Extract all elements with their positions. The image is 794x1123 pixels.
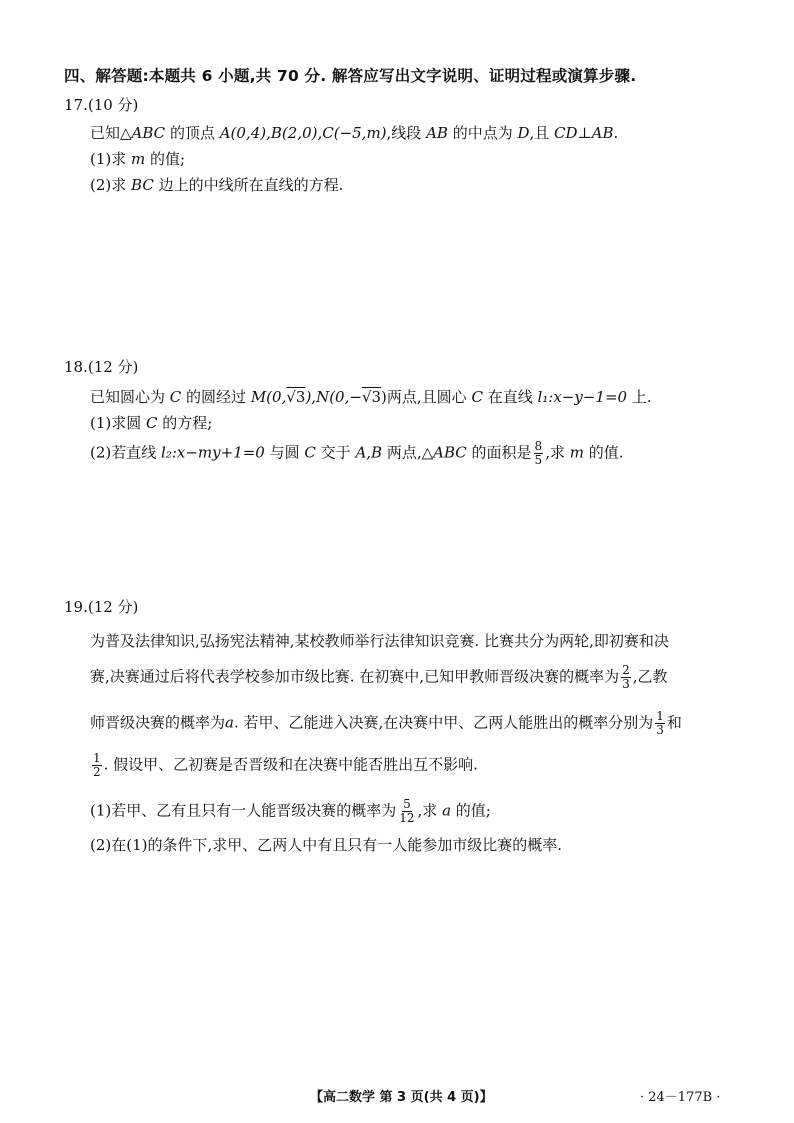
q17-part2: [90, 174, 760, 195]
text: (1)求圆: [90, 414, 147, 432]
text: 交于: [315, 443, 356, 462]
q19-line4: [90, 752, 760, 779]
sqrt-expr: √3: [286, 388, 306, 406]
fraction-denominator: 12: [399, 811, 415, 825]
text: 已知圆心为: [90, 388, 170, 406]
text: 边上的中线所在直线的方程.: [153, 176, 344, 194]
q18-header: 18.(12 分): [64, 358, 139, 376]
text: .: [613, 124, 619, 142]
q19-part1: [90, 798, 760, 825]
math-var: ABC: [433, 443, 467, 462]
q19-line3: [90, 710, 760, 737]
text: 赛,决赛通过后将代表学校参加市级比赛. 在初赛中,已知甲教师晋级决赛的概率为: [90, 667, 620, 686]
text: (1)若甲、乙有且只有一人能晋级决赛的概率为: [90, 801, 397, 820]
text: 的方程;: [157, 414, 213, 432]
q19-header: 19.(12 分): [64, 598, 139, 616]
fraction-numerator: 1: [93, 751, 101, 765]
math-var: a: [442, 801, 452, 820]
fraction: [534, 440, 544, 467]
text: 师晋级决赛的概率为: [90, 713, 226, 732]
fraction: [398, 798, 415, 825]
math-expr: M(0,: [250, 388, 287, 406]
math-var: C: [169, 388, 182, 406]
fraction: [621, 664, 631, 691]
math-expr: l₁:x−y−1=0: [537, 388, 628, 406]
math-expr: ),N(0,−: [305, 388, 362, 406]
math-expr: A(0,4),B(2,0),C(−5,m): [219, 124, 387, 142]
fraction-denominator: 3: [656, 723, 664, 737]
math-var: BC: [131, 176, 154, 194]
text: 已知△: [90, 124, 132, 142]
math-var: C: [471, 388, 483, 406]
text: . 假设甲、乙初赛是否晋级和在决赛中能否胜出互不影响.: [103, 755, 478, 774]
text: 的值.: [583, 443, 624, 462]
fraction-denominator: 2: [93, 765, 101, 779]
fraction-numerator: 8: [534, 439, 543, 453]
text: ,线段: [386, 124, 427, 142]
math-var: C: [146, 414, 158, 432]
text: 和: [666, 713, 682, 732]
math-var: AB: [426, 124, 448, 142]
text: (2)求: [90, 176, 132, 194]
math-var: m: [569, 443, 584, 462]
text: 的顶点: [165, 124, 220, 142]
section-title: 四、解答题:本题共 6 小题,共 70 分. 解答应写出文字说明、证明过程或演算步骤.: [64, 67, 637, 85]
fraction: [655, 710, 665, 737]
text: (1)求: [90, 150, 132, 168]
q17-part1: [90, 148, 760, 169]
math-var: a: [225, 713, 234, 732]
q19-part2: (2)在(1)的条件下,求甲、乙两人中有且只有一人能参加市级比赛的概率.: [90, 836, 563, 854]
math-var: m: [131, 150, 146, 168]
fraction: [92, 752, 102, 779]
fraction-denominator: 5: [534, 453, 543, 467]
text: ,且: [529, 124, 555, 142]
text: 的面积是: [466, 443, 532, 462]
q18-stem: [90, 386, 760, 407]
text: 与圆: [264, 443, 305, 462]
footer-page-info: 【高二数学 第 3 页(共 4 页)】: [310, 1090, 493, 1105]
math-var: D: [517, 124, 530, 142]
fraction-numerator: 5: [403, 797, 411, 811]
text: (2)若直线: [90, 443, 162, 462]
q19-line2: [90, 664, 760, 691]
text: 上.: [627, 388, 652, 406]
math-expr: l₂:x−my+1=0: [161, 443, 265, 462]
fraction-numerator: 2: [622, 663, 630, 677]
text: ,求: [417, 801, 443, 820]
q17-stem: [90, 122, 760, 143]
math-var: ABC: [131, 124, 166, 142]
text: 在直线: [482, 388, 538, 406]
fraction-denominator: 3: [622, 677, 630, 691]
math-expr: CD⊥AB: [554, 124, 614, 142]
text: 的圆经过: [181, 388, 251, 406]
text: 两点,且圆心: [386, 388, 472, 406]
q18-part1: [90, 412, 760, 433]
footer-code: · 24－177B ·: [640, 1090, 721, 1105]
q17-header: 17.(10 分): [64, 96, 139, 114]
sqrt-expr: √3: [361, 388, 382, 406]
text: ,求: [545, 443, 570, 462]
q18-part2: [90, 440, 760, 467]
math-var: A,B: [355, 443, 383, 462]
text: ,乙教: [632, 667, 668, 686]
text: 的值;: [145, 150, 186, 168]
fraction-numerator: 1: [656, 709, 664, 723]
q19-line1: 为普及法律知识,弘扬宪法精神,某校教师举行法律知识竞赛. 比赛共分为两轮,即初赛和决: [90, 632, 669, 650]
text: . 若甲、乙能进入决赛,在决赛中甲、乙两人能胜出的概率分别为: [233, 713, 654, 732]
math-var: C: [304, 443, 316, 462]
text: 的值;: [451, 801, 491, 820]
text: ): [381, 388, 387, 406]
text: 两点,△: [382, 443, 434, 462]
text: 的中点为: [447, 124, 518, 142]
